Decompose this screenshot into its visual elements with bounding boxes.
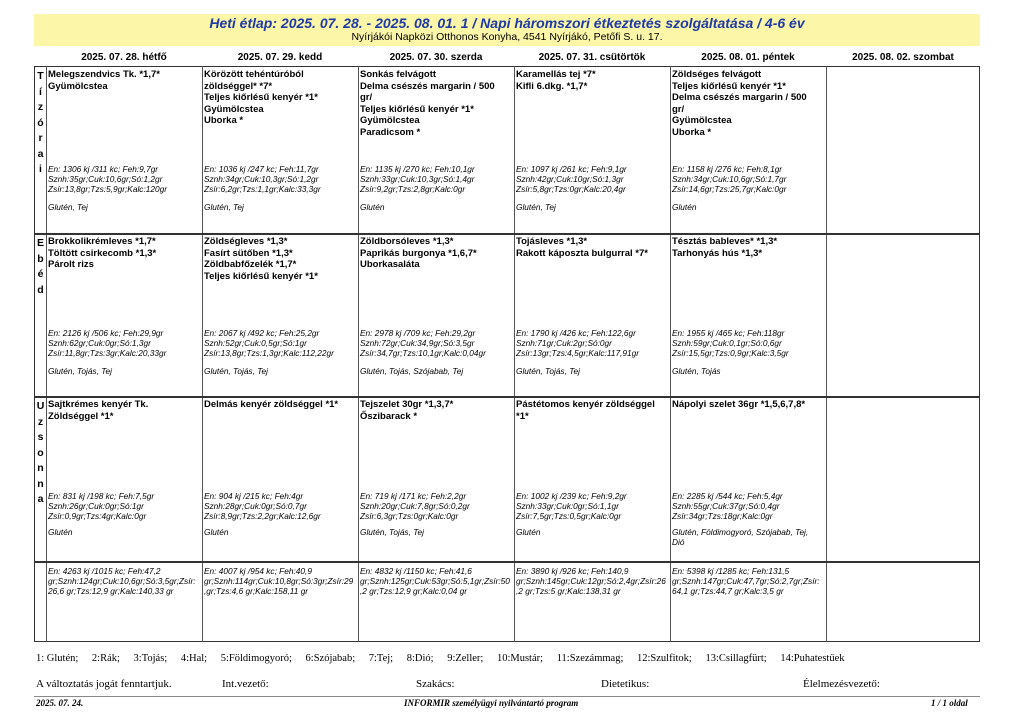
dish-item: Teljes kiőrlésű kenyér *1* — [204, 92, 318, 103]
dish-list — [204, 236, 356, 282]
nutrition-info — [672, 164, 786, 194]
nutrition-line: Sznh:42gr;Cuk:10gr;Só:1,3gr — [516, 174, 624, 184]
dish-item: Tésztás bableves* *1,3* — [672, 236, 778, 247]
allergen-list: Glutén, Tej — [48, 202, 88, 212]
meal-label-letter: b — [37, 252, 44, 265]
allergen-list: Glutén — [204, 527, 229, 537]
dish-item: Tarhonyás hús *1,3* — [672, 247, 763, 259]
day-header-row — [34, 49, 980, 66]
dish-item: Őszibarack * — [360, 410, 418, 422]
daily-total-line: En: 4007 kj /954 kc; Feh:40,9 — [204, 566, 312, 576]
allergen-list: Glutén, Tojás — [672, 366, 721, 376]
nutrition-line: En: 2126 kj /506 kc; Feh:29,9gr — [48, 328, 164, 338]
dish-item: Delma csészés margarin / 500 — [672, 92, 807, 103]
menu-cell — [516, 69, 668, 219]
legend-item: 13:Csillagfürt; — [705, 653, 767, 664]
dish-item: Zöldborsóleves *1,3* — [360, 236, 454, 247]
daily-total-line: En: 5398 kj /1285 kc; Feh:131,5 — [672, 566, 790, 576]
nutrition-line: Zsír:13gr;Tzs:4,5gr;Kalc:117,91gr — [516, 348, 639, 358]
nutrition-line: En: 1158 kj /276 kc; Feh:8,1gr — [672, 164, 783, 174]
legend-item: 3:Tojás; — [133, 653, 168, 664]
day-header-thursday: 2025. 07. 31. csütörtök — [538, 52, 646, 63]
nutrition-info — [48, 164, 167, 194]
dish-item: Párolt rizs — [48, 259, 94, 270]
allergen-legend — [36, 653, 856, 664]
meal-label-letter: o — [37, 446, 44, 459]
nutrition-line: Zsír:8,9gr;Tzs:2,2gr;Kalc:12,6gr — [204, 511, 321, 521]
nutrition-line: Sznh:34gr;Cuk:10,6gr;Só:1,7gr — [672, 174, 787, 184]
nutrition-line: En: 831 kj /198 kc; Feh:7,5gr — [48, 491, 155, 501]
nutrition-line: Zsír:5,8gr;Tzs:0gr;Kalc:20,4gr — [516, 184, 626, 194]
nutrition-line: En: 1036 kj /247 kc; Feh:11,7gr — [204, 164, 319, 174]
daily-total — [516, 566, 668, 596]
meal-label-letter: é — [37, 268, 44, 280]
dietitian-signature-label: Dietetikus: — [601, 678, 650, 690]
dish-item: Delma csészés margarin / 500 — [360, 80, 495, 92]
daily-total-line: 64,1 gr;Tzs:44,7 gr;Kalc:3,5 gr — [672, 586, 784, 596]
daily-total-line: En: 4832 kj /1150 kc; Feh:41,6 — [360, 566, 472, 576]
meal-label-tizorai — [35, 69, 46, 178]
nutrition-info — [360, 164, 475, 194]
allergen-list: Glutén, Földimogyoró, Szójabab, Tej, Dió — [672, 527, 809, 547]
menu-cell — [48, 236, 200, 386]
nutrition-line: Sznh:71gr;Cuk:2gr;Só:0gr — [516, 338, 612, 348]
manager-signature-label: Int.vezető: — [222, 678, 269, 690]
allergen-list: Glutén — [360, 202, 385, 212]
dish-item: Töltött csirkecomb *1,3* — [48, 247, 157, 259]
dish-item: Brokkolikrémleves *1,7* — [48, 236, 156, 247]
dish-item: gr/ — [360, 92, 373, 103]
allergen-list: Glutén, Tojás, Tej — [48, 366, 112, 376]
legend-item: 4:Hal; — [180, 653, 208, 664]
nutrition-info — [204, 164, 321, 194]
meal-label-letter: ó — [37, 116, 44, 129]
nutrition-line: Sznh:55gr;Cuk:37gr;Só:0,4gr — [672, 501, 780, 511]
legend-item: 7:Tej; — [368, 653, 394, 664]
daily-total-line: En: 4263 kj /1015 kc; Feh:47,2 — [48, 566, 161, 576]
nutrition-line: En: 1135 kj /270 kc; Feh:10,1gr — [360, 164, 475, 174]
footer-program: INFORMIR személyügyi nyilvántartó program — [404, 698, 579, 708]
meal-label-letter: z — [37, 101, 44, 113]
dish-item: Pástétomos kenyér zöldséggel — [516, 399, 655, 410]
menu-cell — [516, 236, 668, 386]
nutrition-line: En: 2285 kj /544 kc; Feh:5,4gr — [672, 491, 783, 501]
dish-item: Tojásleves *1,3* — [516, 236, 588, 247]
legend-item: 12:Szulfitok; — [636, 653, 692, 664]
nutrition-line: En: 2067 kj /492 kc; Feh:25,2gr — [204, 328, 320, 338]
grid-divider — [358, 66, 359, 642]
dish-item: Paprikás burgonya *1,6,7* — [360, 247, 477, 259]
rights-reserved-note: A változtatás jogát fenntartjuk. — [36, 678, 172, 690]
nutrition-info — [672, 328, 789, 358]
meal-label-letter: a — [37, 493, 44, 505]
dish-list — [516, 69, 668, 92]
dish-item: Zöldséges felvágott — [672, 69, 762, 80]
dish-list — [48, 236, 200, 271]
daily-total-line: ,2 gr;Tzs:12,9 gr;Kalc:0,04 gr — [360, 586, 467, 596]
grid-divider — [46, 66, 47, 642]
meal-label-letter: s — [37, 431, 44, 443]
dish-list — [516, 236, 668, 259]
nutrition-line: Sznh:26gr;Cuk:0gr;Só:1gr — [48, 501, 144, 511]
meal-label-letter: n — [37, 477, 44, 490]
legend-item: 8:Dió; — [406, 653, 434, 664]
dish-item: Uborka * — [204, 115, 244, 126]
menu-cell — [360, 69, 512, 219]
dish-item: Teljes kiőrlésű kenyér *1* — [360, 103, 474, 115]
legend-item: 5:Földimogyoró; — [220, 653, 292, 664]
menu-title: Heti étlap: 2025. 07. 28. - 2025. 08. 01. 1 / Napi háromszori étkeztetés szolgáltatása / 4-6 év — [209, 15, 805, 31]
allergen-list: Glutén, Tej — [204, 202, 244, 212]
daily-total — [672, 566, 824, 596]
nutrition-line: En: 1002 kj /239 kc; Feh:9,2gr — [516, 491, 627, 501]
meal-label-letter: r — [38, 132, 43, 144]
dish-item: Fasírt sütőben *1,3* — [204, 247, 293, 259]
allergen-list: Glutén — [672, 202, 697, 212]
menu-cell — [828, 236, 980, 386]
nutrition-line: Zsír:13,8gr;Tzs:5,9gr;Kalc:120gr — [48, 184, 167, 194]
legend-item: 2:Rák; — [91, 653, 120, 664]
dish-list — [48, 399, 200, 422]
legend-item: 14:Puhatestűek — [780, 653, 845, 664]
day-header-wednesday: 2025. 07. 30. szerda — [389, 52, 483, 63]
dish-item: Körözött tehéntúróból — [204, 69, 304, 80]
nutrition-line: En: 904 kj /215 kc; Feh:4gr — [204, 491, 304, 501]
dish-list — [516, 399, 668, 422]
meal-label-letter: a — [37, 147, 44, 160]
menu-cell — [672, 236, 824, 386]
dish-list — [672, 399, 824, 411]
footer-page: 1 / 1 oldal — [931, 698, 968, 708]
dish-list — [360, 399, 512, 422]
nutrition-info — [516, 491, 627, 521]
kitchen-address: Nyírjákói Napközi Otthonos Konyha, 4541 Nyírjákó, Petőfi S. u. 17. — [351, 31, 663, 43]
nutrition-line: Sznh:20gr;Cuk:7,8gr;Só:0,2gr — [360, 501, 470, 511]
allergen-list: Glutén, Tej — [516, 202, 556, 212]
nutrition-line: Sznh:62gr;Cuk:0gr;Só:1,3gr — [48, 338, 151, 348]
menu-cell — [516, 399, 668, 549]
nutrition-line: Sznh:35gr;Cuk:10,6gr;Só:1,2gr — [48, 174, 163, 184]
dish-list — [204, 399, 356, 411]
daily-total-line: En: 3890 kj /926 kc; Feh:140,9 — [516, 566, 629, 576]
nutrition-line: Zsír:9,2gr;Tzs:2,8gr;Kalc:0gr — [360, 184, 466, 194]
dish-list — [360, 236, 512, 271]
food-manager-signature-label: Élelmezésvezető: — [803, 678, 880, 690]
nutrition-line: Sznh:33gr;Cuk:10,3gr;Só:1,4gr — [360, 174, 475, 184]
daily-total-line: gr;Sznh:147gr;Cuk:47,7gr;Só:2,7gr;Zsír: — [672, 576, 820, 586]
daily-total-line: gr;Sznh:124gr;Cuk:10,6gr;Só:3,5gr;Zsír: — [48, 576, 196, 586]
nutrition-line: Sznh:33gr;Cuk:0gr;Só:1,1gr — [516, 501, 619, 511]
grid-divider — [826, 66, 827, 642]
nutrition-info — [204, 328, 334, 358]
nutrition-line: Zsír:6,3gr;Tzs:0gr;Kalc:0gr — [360, 511, 459, 521]
footer-date: 2025. 07. 24. — [36, 698, 84, 708]
dish-item: Karamellás tej *7* — [516, 69, 596, 80]
dish-item: Paradicsom * — [360, 126, 421, 138]
dish-list — [204, 69, 356, 127]
nutrition-line: Zsír:7,5gr;Tzs:0,5gr;Kalc:0gr — [516, 511, 622, 521]
dish-item: Rakott káposzta bulgurral *7* — [516, 247, 648, 259]
menu-cell — [48, 399, 200, 549]
menu-cell — [204, 236, 356, 386]
legend-item: 1: Glutén; — [36, 653, 79, 664]
daily-total — [48, 566, 200, 596]
dish-item: Gyümölcstea — [672, 115, 732, 126]
dish-list — [48, 69, 200, 92]
dish-item: Gyümölcstea — [360, 115, 420, 126]
nutrition-line: Zsír:11,8gr;Tzs:3gr;Kalc:20,33gr — [48, 348, 167, 358]
dish-item: *1* — [516, 410, 529, 422]
daily-total-line: ,gr;Tzs:4,6 gr;Kalc:158,11 gr — [204, 586, 309, 596]
dish-item: Nápolyi szelet 36gr *1,5,6,7,8* — [672, 399, 806, 410]
legend-item: 10:Mustár; — [496, 653, 544, 664]
allergen-list: Glutén, Tojás, Szójabab, Tej — [360, 366, 464, 376]
nutrition-line: Sznh:34gr;Cuk:10,3gr;Só:1,2gr — [204, 174, 319, 184]
menu-cell — [672, 399, 824, 549]
nutrition-line: Zsír:13,8gr;Tzs:1,3gr;Kalc:112,22gr — [204, 348, 334, 358]
nutrition-line: Zsír:14,6gr;Tzs:25,7gr;Kalc:0gr — [672, 184, 787, 194]
dish-item: Sajtkrémes kenyér Tk. — [48, 399, 149, 410]
allergen-list: Glutén — [516, 527, 541, 537]
nutrition-info — [48, 328, 166, 358]
meal-label-letter: i — [39, 163, 42, 175]
allergen-list: Glutén — [48, 527, 73, 537]
allergen-list: Glutén, Tojás, Tej — [204, 366, 268, 376]
meal-label-letter: U — [36, 400, 45, 412]
meal-label-letter: n — [37, 462, 44, 474]
day-header-monday: 2025. 07. 28. hétfő — [81, 52, 167, 63]
nutrition-line: En: 2978 kj /709 kc; Feh:29,2gr — [360, 328, 476, 338]
allergen-list: Glutén, Tojás, Tej — [360, 527, 424, 537]
dish-item: zöldséggel* *7* — [204, 80, 273, 92]
meal-label-ebed — [35, 236, 46, 298]
day-header-saturday: 2025. 08. 02. szombat — [852, 52, 954, 63]
meal-label-letter: E — [36, 237, 44, 249]
dish-item: Uborka * — [672, 126, 712, 138]
nutrition-info — [360, 328, 486, 358]
grid-divider — [670, 66, 671, 642]
nutrition-info — [516, 328, 639, 358]
day-header-tuesday: 2025. 07. 29. kedd — [237, 52, 323, 63]
grid-divider — [514, 66, 515, 642]
dish-item: Melegszendvics Tk. *1,7* — [48, 69, 160, 80]
nutrition-line: En: 1097 kj /261 kc; Feh:9,1gr — [516, 164, 627, 174]
menu-cell — [204, 399, 356, 549]
dish-item: Uborkasaláta — [360, 259, 420, 270]
daily-total — [204, 566, 356, 596]
nutrition-info — [516, 164, 627, 194]
nutrition-line: Zsír:34gr;Tzs:18gr;Kalc:0gr — [672, 511, 773, 521]
nutrition-line: Sznh:52gr;Cuk:0,5gr;Só:1gr — [204, 338, 307, 348]
menu-cell — [48, 69, 200, 219]
dish-item: Gyümölcstea — [204, 103, 264, 115]
dish-list — [672, 69, 824, 138]
menu-cell — [204, 69, 356, 219]
menu-cell — [828, 69, 980, 219]
nutrition-line: Sznh:28gr;Cuk:0gr;Só:0,7gr — [204, 501, 307, 511]
dish-item: Teljes kiőrlésű kenyér *1* — [204, 270, 318, 282]
chef-signature-label: Szakács: — [416, 678, 455, 690]
row-divider — [34, 396, 980, 398]
nutrition-info — [360, 491, 470, 521]
menu-cell — [360, 236, 512, 386]
menu-header — [34, 14, 980, 46]
legend-item: 6:Szójabab; — [305, 653, 356, 664]
nutrition-line: Sznh:72gr;Cuk:34,9gr;Só:3,5gr — [360, 338, 475, 348]
nutrition-line: En: 1955 kj /465 kc; Feh:118gr — [672, 328, 785, 338]
meal-label-letter: T — [37, 70, 44, 82]
daily-total-line: gr;Sznh:114gr;Cuk:10,8gr;Só:3gr;Zsír:29 — [204, 576, 354, 586]
dish-item: gr/ — [672, 103, 685, 115]
nutrition-line: En: 719 kj /171 kc; Feh:2,2gr — [360, 491, 467, 501]
nutrition-line: Zsír:15,5gr;Tzs:0,9gr;Kalc:3,5gr — [672, 348, 789, 358]
meal-label-letter: í — [39, 85, 42, 98]
row-divider — [34, 561, 980, 563]
row-divider — [34, 233, 980, 235]
legend-item: 11:Szezámmag; — [556, 653, 624, 664]
daily-total-line: 26,6 gr;Tzs:12,9 gr;Kalc:140,33 gr — [48, 586, 174, 596]
dish-item: Zöldséggel *1* — [48, 410, 114, 422]
dish-list — [360, 69, 512, 138]
daily-total — [360, 566, 512, 596]
legend-item: 9:Zeller; — [447, 653, 484, 664]
dish-item: Sonkás felvágott — [360, 69, 437, 80]
menu-cell — [828, 399, 980, 549]
daily-total-line: gr;Sznh:145gr;Cuk:12gr;Só:2,4gr;Zsír:26 — [516, 576, 666, 586]
nutrition-line: Zsír:34,7gr;Tzs:10,1gr;Kalc:0,04gr — [360, 348, 486, 358]
meal-label-letter: d — [37, 283, 44, 296]
allergen-list: Glutén, Tojás, Tej — [516, 366, 580, 376]
nutrition-line: En: 1306 kj /311 kc; Feh:9,7gr — [48, 164, 159, 174]
grid-divider — [202, 66, 203, 642]
nutrition-line: Zsír:6,2gr;Tzs:1,1gr;Kalc:33,3gr — [204, 184, 321, 194]
daily-total-line: gr;Sznh:125gr;Cuk:53gr;Só:5,1gr;Zsír:50 — [360, 576, 510, 586]
dish-item: Delmás kenyér zöldséggel *1* — [204, 399, 339, 410]
footer-rule — [34, 696, 980, 697]
nutrition-line: Sznh:59gr;Cuk:0,1gr;Só:0,6gr — [672, 338, 782, 348]
dish-list — [672, 236, 824, 259]
dish-item: Zöldbabfőzelék *1,7* — [204, 259, 297, 270]
menu-cell — [360, 399, 512, 549]
nutrition-info — [204, 491, 321, 521]
daily-total-line: ,2 gr;Tzs:5 gr;Kalc:138,31 gr — [516, 586, 621, 596]
meal-label-letter: z — [37, 415, 44, 428]
dish-item: Kifli 6.dkg. *1,7* — [516, 80, 588, 92]
day-header-friday: 2025. 08. 01. péntek — [701, 52, 795, 63]
nutrition-line: En: 1790 kj /426 kc; Feh:122,6gr — [516, 328, 636, 338]
dish-item: Teljes kiőrlésű kenyér *1* — [672, 80, 786, 92]
nutrition-info — [48, 491, 154, 521]
meal-label-uzsonna — [35, 399, 46, 508]
nutrition-info — [672, 491, 783, 521]
nutrition-line: Zsír:0,9gr;Tzs:4gr;Kalc:0gr — [48, 511, 147, 521]
dish-item: Gyümölcstea — [48, 80, 108, 92]
dish-item: Zöldségleves *1,3* — [204, 236, 288, 247]
menu-cell — [672, 69, 824, 219]
dish-item: Tejszelet 30gr *1,3,7* — [360, 399, 454, 410]
